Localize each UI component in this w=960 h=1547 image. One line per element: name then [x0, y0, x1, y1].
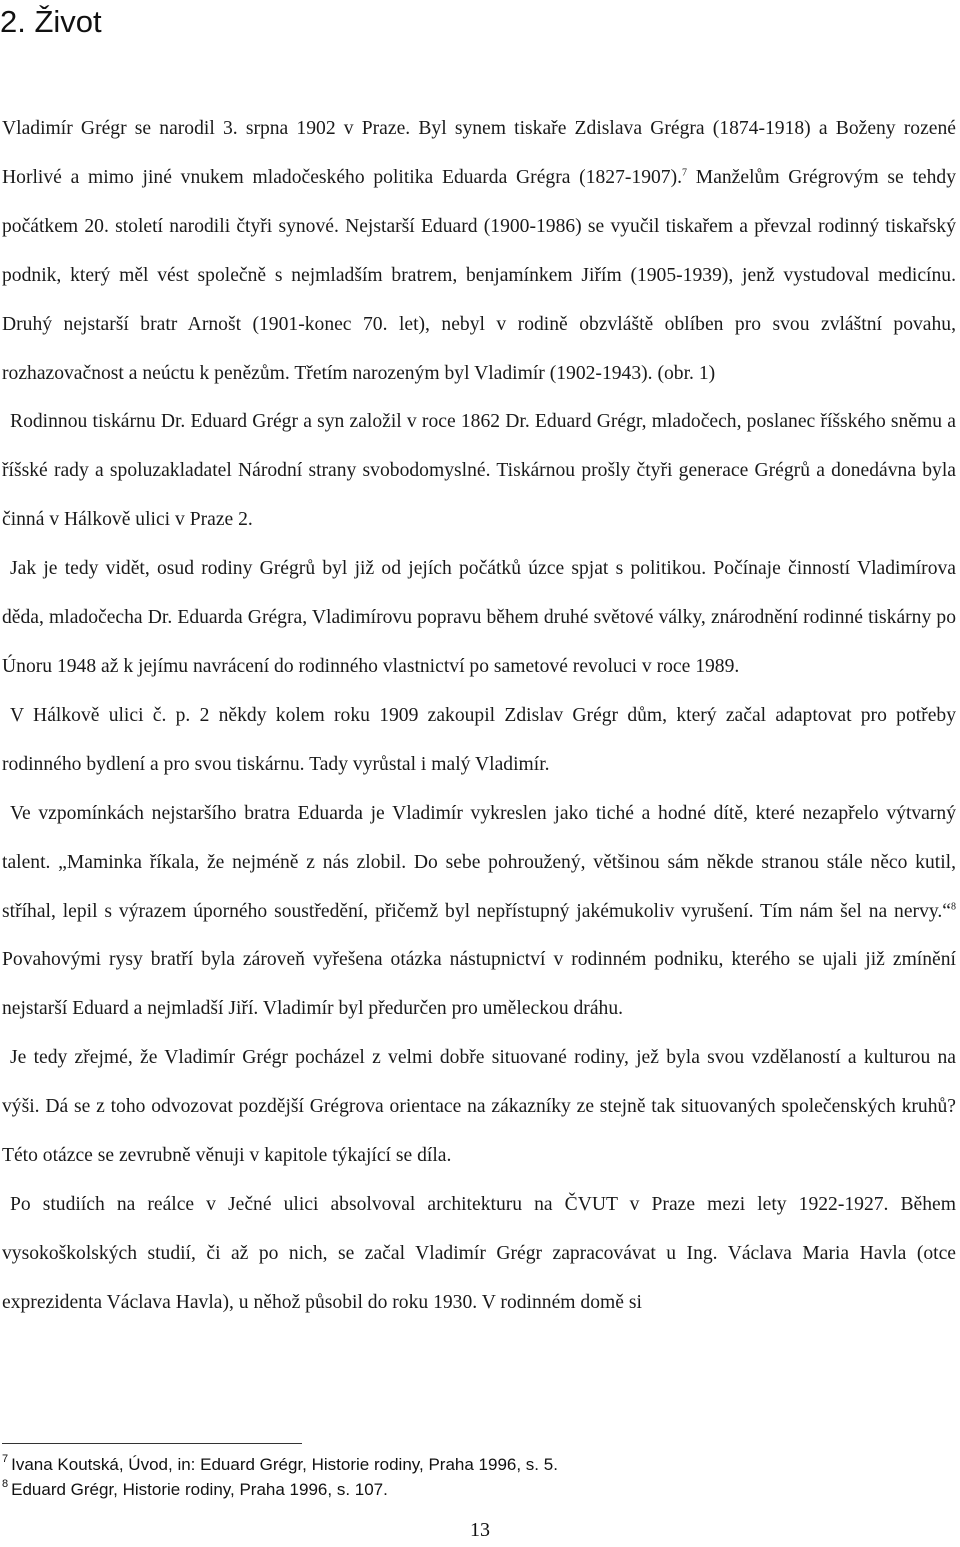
paragraph-text: V Hálkově ulici č. p. 2 někdy kolem roku 1909 zakoupil Zdislav Grégr dům, který začal adaptovat pro potřeby rodinného bydlení a pro svou tiskárnu. Tady vyrůstal i malý Vladimír.: [2, 704, 956, 775]
footnote-separator: [2, 1443, 302, 1444]
section-title: 2. Život: [0, 4, 102, 39]
paragraph-text: Povahovými rysy bratří byla zároveň vyřešena otázka nástupnictví v rodinném podniku, kterého se ujali již zmínění nejstarší Eduard a nejmladší Jiří. Vladimír byl předurčen pro uměleckou dráhu.: [2, 949, 956, 1020]
footnote-number: 7: [2, 1453, 9, 1465]
footnote-ref-7[interactable]: 7: [682, 167, 688, 179]
page-number: 13: [470, 1519, 490, 1541]
paragraph-text: Po studiích na reálce v Ječné ulici absolvoval architekturu na ČVUT v Praze mezi lety 1922-1927. Během vysokoškolských studií, či až po nich, se začal Vladimír Grégr zapracovávat u Ing. Václava Maria Havla (otce exprezidenta Václava Havla), u něhož působil do roku 1930. V rodinném domě si: [2, 1193, 956, 1313]
footnotes: [2, 1452, 902, 1502]
footnote-7: [2, 1452, 902, 1477]
footnote-text: Eduard Grégr, Historie rodiny, Praha 1996, s. 107.: [11, 1480, 388, 1499]
paragraph-text: Je tedy zřejmé, že Vladimír Grégr pocházel z velmi dobře situované rodiny, jež byla svou vzdělaností a kulturou na výši. Dá se z toho odvozovat pozdější Grégrova orientace na zákazníky ze stejně tak situovaných společenských kruhů? Této otázce se zevrubně věnuji v kapitole týkající se díla.: [2, 1047, 956, 1167]
paragraph-text: Vladimír Grégr se narodil 3. srpna 1902 v Praze. Byl synem tiskaře Zdislava Grégra (1874-1918) a Boženy rozené Horlivé a mimo jiné vnukem mladočeského politika Eduarda Grégra (1827-1907).: [2, 118, 956, 188]
paragraph-text: Ve vzpomínkách nejstaršího bratra Eduarda je Vladimír vykreslen jako tiché a hodné dítě, které nezapřelo výtvarný talent. „Maminka říkala, že nejméně z nás zlobil. Do sebe pohroužený, většinou sám někde stranou stále něco kutil, stříhal, lepil s výrazem úporného soustředění, přičemž byl nepřístupný jakémukoliv vyrušení. Tím nám šel na nervy.“: [2, 802, 956, 922]
paragraph-family-status: [2, 1034, 956, 1181]
paragraph-text: Rodinnou tiskárnu Dr. Eduard Grégr a syn založil v roce 1862 Dr. Eduard Grégr, mladočech, poslanec říšského sněmu a říšské rady a spoluzakladatel Národní strany svobodomyslné. Tiskárnou prošly čtyři generace Grégrů a donedávna byla činná v Hálkově ulici v Praze 2.: [2, 411, 956, 531]
paragraph-origin: [2, 105, 956, 398]
footnote-ref-8[interactable]: 8: [951, 900, 956, 912]
footnote-number: 8: [2, 1478, 9, 1490]
paragraph-text: Jak je tedy vidět, osud rodiny Grégrů byl již od jejích počátků úzce spjat s politikou. Počínaje činností Vladimírova děda, mladočecha Dr. Eduarda Grégra, Vladimírovu popravu během druhé světové války, znárodnění rodinné tiskárny po Únoru 1948 až k jejímu navrácení do rodinného vlastnictví po sametové revoluci v roce 1989.: [2, 558, 956, 677]
paragraph-childhood: [2, 790, 956, 1035]
paragraph-text: Manželům Grégrovým se tehdy počátkem 20. století narodili čtyři synové. Nejstarší Eduard (1900-1986) se vyučil tiskařem a převzal rodinný tiskařský podnik, který měl vést společně s nejmladším bratrem, benjamínkem Jiřím (1905-1939), jenž vystudoval medicínu. Druhý nejstarší bratr Arnošt (1901-konec 70. let), nebyl v rodině obzvláště oblíben pro svou zvláštní povahu, rozhazovačnost a neúctu k penězům. Třetím narozeným byl Vladimír (1902-1943). (obr. 1): [2, 166, 956, 384]
footnote-text: Ivana Koutská, Úvod, in: Eduard Grégr, Historie rodiny, Praha 1996, s. 5.: [11, 1455, 558, 1474]
paragraph-printshop: [2, 398, 956, 545]
main-text: [2, 105, 956, 1328]
paragraph-halkova-house: [2, 692, 956, 790]
paragraph-studies: [2, 1181, 956, 1328]
footnote-8: [2, 1477, 902, 1502]
paragraph-politics: [2, 545, 956, 692]
